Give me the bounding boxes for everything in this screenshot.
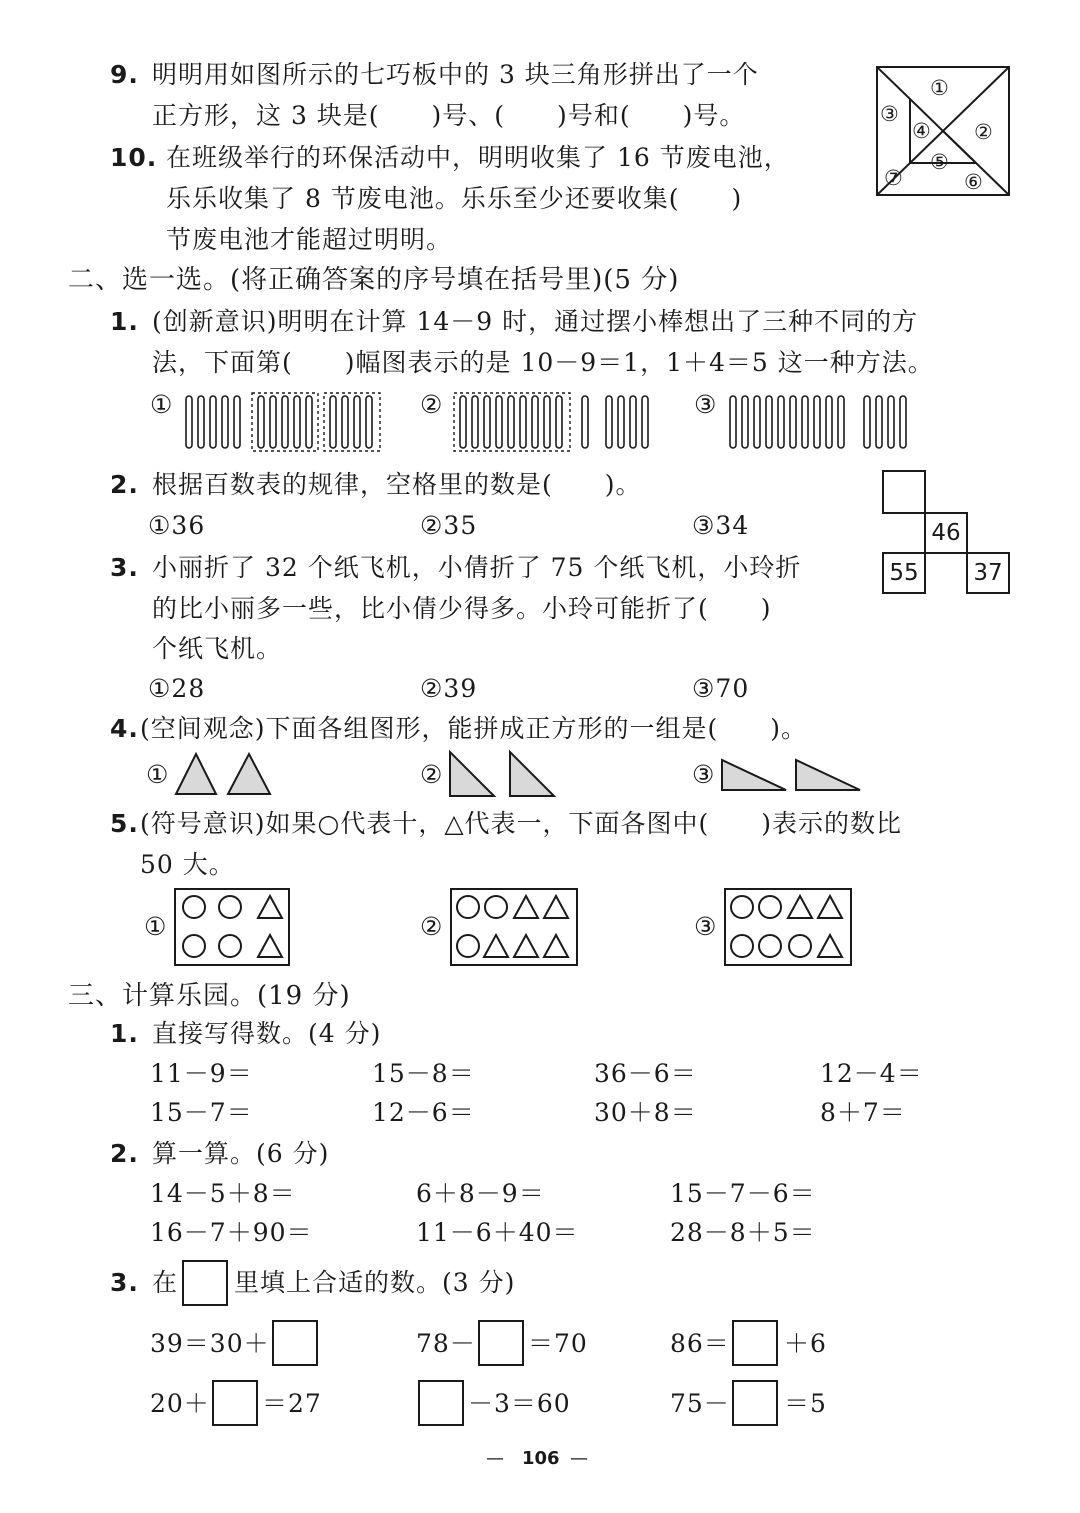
fig3-stick (814, 396, 820, 448)
fig3-stick (888, 396, 894, 448)
s3p3-number: 3. (110, 1268, 139, 1297)
fig1-stick (198, 396, 204, 448)
s3p1-r2-c1: 15－7＝ (150, 1098, 253, 1127)
s2q5-symbols-1 (174, 888, 290, 966)
tangram-label-2: ② (974, 120, 994, 144)
s3p3-r1c3-pre: 86＝ (670, 1329, 730, 1358)
s3p2-r1-c3: 15－7－6＝ (670, 1179, 816, 1208)
s3p2-r2-c3: 28－8＋5＝ (670, 1218, 816, 1247)
s3p3-r1c2-answer-box[interactable] (478, 1320, 524, 1366)
s3p1-r2-c4: 8＋7＝ (820, 1098, 906, 1127)
s2q4-option-1-label: ① (146, 760, 170, 789)
s3p1-r1-c1: 11－9＝ (150, 1059, 253, 1088)
s2q5-option-3-label: ③ (694, 912, 718, 941)
s2q4-option-2-label: ② (420, 760, 444, 789)
fig3-stick (826, 396, 832, 448)
fig2-stick (606, 396, 612, 448)
s3p3-r2c1-pre: 20＋ (150, 1389, 210, 1418)
fig3-stick (864, 396, 870, 448)
tangram-label-4: ④ (912, 119, 932, 143)
fig2-stick (472, 396, 478, 448)
s2q5-option-1-label: ① (144, 912, 168, 941)
s2q1-line2: 法，下面第( )幅图表示的是 10－9＝1，1＋4＝5 这一种方法。 (152, 348, 934, 377)
fig1-stick (270, 396, 276, 448)
s3p1-r1-c2: 15－8＝ (372, 1059, 475, 1088)
footer-dash-right: — (570, 1448, 588, 1469)
s3p1-r2-c2: 12－6＝ (372, 1098, 475, 1127)
q10-line2: 乐乐收集了 8 节废电池。乐乐至少还要收集( ) (166, 184, 743, 213)
s3p3-r2c3-answer-box[interactable] (732, 1380, 778, 1426)
s2q2-text: 根据百数表的规律，空格里的数是( )。 (152, 470, 642, 499)
s2q3-option-1: ①28 (148, 674, 206, 703)
page-number: 106 (522, 1448, 560, 1469)
q10-number: 10. (110, 143, 158, 172)
s3p3-r2c2-post: －3＝60 (468, 1389, 571, 1418)
fig2-stick (520, 396, 526, 448)
sticks-figure-3 (726, 392, 926, 454)
s3p3-r1c3-answer-box[interactable] (732, 1320, 778, 1366)
fig3-stick (790, 396, 796, 448)
fig2-stick (460, 396, 466, 448)
section3-title: 三、计算乐园。(19 分) (68, 981, 351, 1011)
tangram-label-1: ① (930, 76, 950, 100)
s2q2-option-1: ①36 (148, 511, 206, 540)
hundred-grid-cell-37: 37 (966, 552, 1010, 594)
s3p3-r1c2-post: ＝70 (528, 1329, 588, 1358)
fig1-stick (330, 396, 336, 448)
fig3-stick (778, 396, 784, 448)
s2q3-option-2: ②39 (420, 674, 478, 703)
fig2-stick (556, 396, 562, 448)
s3p2-r1-c2: 6＋8－9＝ (416, 1179, 545, 1208)
s3p2-title: 算一算。(6 分) (152, 1139, 330, 1168)
s3p1-number: 1. (110, 1019, 139, 1048)
q10-line1: 在班级举行的环保活动中，明明收集了 16 节废电池， (166, 143, 790, 172)
fig1-stick (306, 396, 312, 448)
fig1-stick (354, 396, 360, 448)
sticks-figure-1 (182, 392, 387, 454)
s3p2-number: 2. (110, 1139, 139, 1168)
fig2-stick (642, 396, 648, 448)
fig2-stick (532, 396, 538, 448)
s3p1-r2-c3: 30＋8＝ (594, 1098, 697, 1127)
section2-title: 二、选一选。(将正确答案的序号填在括号里)(5 分) (68, 265, 680, 295)
s2q4-text: (空间观念)下面各组图形，能拼成正方形的一组是( )。 (140, 714, 808, 743)
s3p3-r2c1-post: ＝27 (262, 1389, 322, 1418)
s3p2-r2-c1: 16－7＋90＝ (150, 1218, 313, 1247)
fig2-stick (544, 396, 550, 448)
s3p3-post: 里填上合适的数。(3 分) (234, 1268, 516, 1297)
s2q3-line2: 的比小丽多一些，比小倩少得多。小玲可能折了( ) (152, 594, 772, 623)
s3p3-r2c2-answer-box[interactable] (418, 1380, 464, 1426)
s2q3-option-3: ③70 (692, 674, 750, 703)
fig1-stick (210, 396, 216, 448)
fig1-stick (366, 396, 372, 448)
tangram-label-6: ⑥ (964, 170, 984, 194)
fig1-stick (186, 396, 192, 448)
s2q5-line1: (符号意识)如果○代表十，△代表一，下面各图中( )表示的数比 (140, 809, 903, 838)
fig3-stick (742, 396, 748, 448)
fig2-stick (582, 396, 588, 448)
footer-dash-left: — (486, 1448, 504, 1469)
fig1-stick (294, 396, 300, 448)
hundred-grid-blank-cell (882, 470, 926, 514)
q9-line1: 明明用如图所示的七巧板中的 3 块三角形拼出了一个 (152, 60, 759, 89)
tangram-label-5: ⑤ (930, 150, 950, 174)
s2q5-symbols-2 (450, 888, 578, 966)
s3p3-r2c3-post: ＝5 (784, 1389, 827, 1418)
s2q5-number: 5. (110, 809, 139, 838)
s3p3-r1c3-post: ＋6 (784, 1329, 827, 1358)
s2q1-option-3-label: ③ (694, 390, 718, 419)
s3p2-r1-c1: 14－5＋8＝ (150, 1179, 296, 1208)
s2q2-number: 2. (110, 470, 139, 499)
fig3-stick (766, 396, 772, 448)
fig2-stick (484, 396, 490, 448)
fig3-stick (754, 396, 760, 448)
s2q1-option-2-label: ② (420, 390, 444, 419)
q9-line2: 正方形，这 3 块是( )号、( )号和( )号。 (152, 101, 746, 130)
s2q3-line1: 小丽折了 32 个纸飞机，小倩折了 75 个纸飞机，小玲折 (152, 553, 802, 582)
fig1-stick (282, 396, 288, 448)
s3p3-r1c1-answer-box[interactable] (272, 1320, 318, 1366)
fig1-stick (234, 396, 240, 448)
s3p3-r1c1-text: 39＝30＋ (150, 1329, 270, 1358)
s3p1-r1-c4: 12－4＝ (820, 1059, 923, 1088)
s2q4-option-3-label: ③ (692, 760, 716, 789)
s3p3-r2c1-answer-box[interactable] (212, 1380, 258, 1426)
fig3-stick (838, 396, 844, 448)
s2q4-shapes-1 (174, 752, 278, 796)
s2q5-option-2-label: ② (420, 912, 444, 941)
s2q4-number: 4. (110, 714, 139, 743)
s2q2-option-2: ②35 (420, 511, 478, 540)
sticks-figure-2 (452, 392, 662, 454)
fig2-stick (618, 396, 624, 448)
s2q4-shapes-2 (448, 750, 560, 798)
fig3-stick (802, 396, 808, 448)
hundred-grid-cell-46: 46 (924, 512, 968, 554)
fig2-stick (508, 396, 514, 448)
s2q1-number: 1. (110, 307, 139, 336)
hundred-grid-cell-55: 55 (882, 552, 926, 594)
fig3-stick (730, 396, 736, 448)
s2q5-symbols-3 (724, 888, 852, 966)
s2q3-number: 3. (110, 553, 139, 582)
s2q4-shapes-3 (720, 758, 864, 792)
s3p3-r1c2-pre: 78－ (416, 1329, 476, 1358)
s2q1-line1: (创新意识)明明在计算 14－9 时，通过摆小棒想出了三种不同的方 (152, 307, 919, 336)
fig1-stick (258, 396, 264, 448)
q10-line3: 节废电池才能超过明明。 (166, 225, 453, 254)
fig3-stick (876, 396, 882, 448)
s2q3-line3: 个纸飞机。 (152, 634, 283, 663)
s2q5-line2: 50 大。 (140, 850, 235, 879)
s3p3-example-box (182, 1260, 228, 1306)
s2q1-option-1-label: ① (150, 390, 174, 419)
fig1-stick (342, 396, 348, 448)
s3p1-r1-c3: 36－6＝ (594, 1059, 697, 1088)
tangram-label-7: ⑦ (884, 166, 904, 190)
s3p3-pre: 在 (152, 1268, 179, 1297)
s2q2-option-3: ③34 (692, 511, 750, 540)
fig2-stick (496, 396, 502, 448)
s3p2-r2-c2: 11－6＋40＝ (416, 1218, 579, 1247)
s3p3-r2c3-pre: 75－ (670, 1389, 730, 1418)
s3p1-title: 直接写得数。(4 分) (152, 1019, 382, 1048)
fig1-stick (222, 396, 228, 448)
q9-number: 9. (110, 60, 139, 89)
fig2-stick (630, 396, 636, 448)
tangram-label-3: ③ (880, 102, 900, 126)
fig3-stick (900, 396, 906, 448)
